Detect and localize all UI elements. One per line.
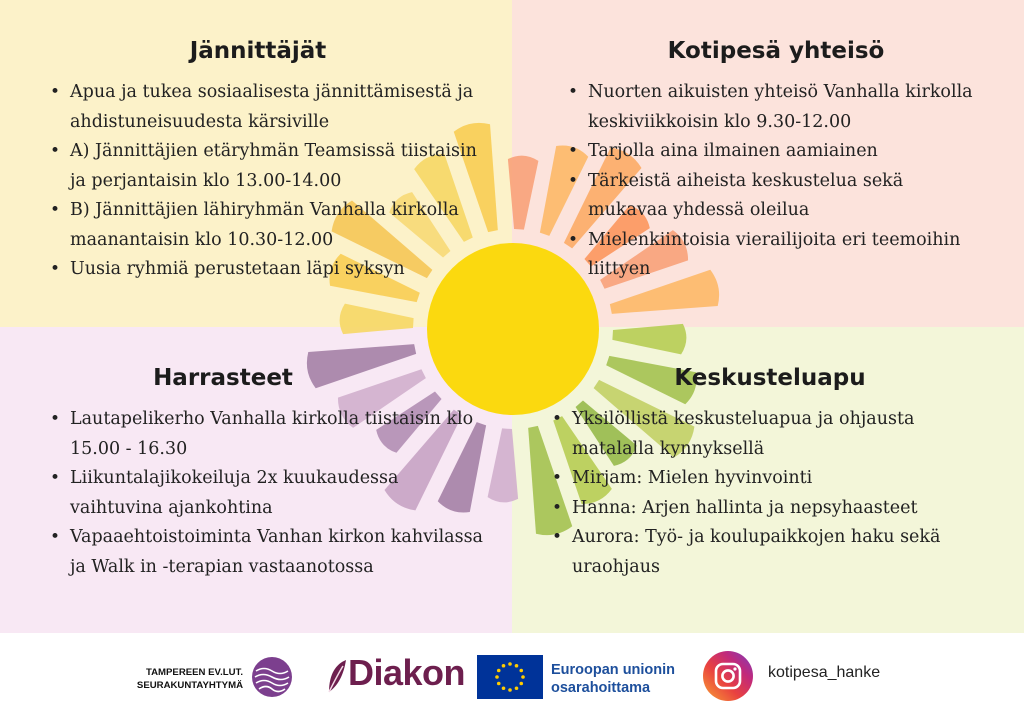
- section-harrasteet: [48, 365, 488, 582]
- sun-ray: [508, 156, 539, 230]
- eu-star: [521, 675, 525, 679]
- eu-star: [508, 662, 512, 666]
- list-item: • Liikuntalajikokeiluja 2x kuukaudessa vaihtuvina ajankohtina: [70, 464, 488, 523]
- bullet-list: [48, 405, 488, 582]
- bullet-list: [566, 78, 986, 285]
- eu-flag-icon: [477, 655, 543, 699]
- eu-star: [519, 682, 523, 686]
- seurakuntayhtyma-line2: SEURAKUNTAYHTYMÄ: [136, 680, 243, 691]
- diakon-leaf-icon: [326, 656, 348, 696]
- list-item: • Uusia ryhmiä perustetaan läpi syksyn: [70, 255, 488, 285]
- bullet-list: [550, 405, 990, 582]
- list-item: • Tärkeistä aiheista keskustelua sekä mukavaa yhdessä oleilua: [588, 167, 986, 226]
- bullet-list: [48, 78, 488, 285]
- section-title: Jännittäjät: [189, 38, 327, 64]
- list-item: • Lautapelikerho Vanhalla kirkolla tiistaisin klo 15.00 - 16.30: [70, 405, 488, 464]
- section-kotipesa-yhteiso: [566, 38, 986, 285]
- eu-line2: osarahoittama: [551, 680, 651, 696]
- eu-star: [502, 664, 506, 668]
- section-title: Harrasteet: [153, 365, 293, 391]
- section-keskusteluapu: [550, 365, 990, 582]
- eu-cofunded-logo: [477, 653, 687, 701]
- eu-star: [515, 686, 519, 690]
- diakon-logo: [326, 652, 466, 698]
- seurakuntayhtyma-line1: TAMPEREEN EV.LUT.: [145, 667, 243, 678]
- section-jannittajat: [48, 38, 488, 285]
- seurakuntayhtyma-logo-icon: [251, 656, 293, 698]
- sun-ray: [612, 324, 686, 355]
- eu-star: [515, 664, 519, 668]
- list-item: • Hanna: Arjen hallinta ja nepsyhaasteet: [572, 494, 990, 524]
- instagram-handle[interactable]: kotipesa_hanke: [768, 664, 881, 681]
- list-item: • B) Jännittäjien lähiryhmän Vanhalla kirkolla maanantaisin klo 10.30-12.00: [70, 196, 488, 255]
- eu-star: [508, 688, 512, 692]
- eu-cofunded-text: [551, 661, 675, 697]
- eu-star: [497, 682, 501, 686]
- list-item: • Mielenkiintoisia vierailijoita eri teemoihin liittyen: [588, 226, 986, 285]
- list-item: • Tarjolla aina ilmainen aamiainen: [588, 137, 986, 167]
- list-item: • Yksilöllistä keskusteluapua ja ohjausta matalalla kynnyksellä: [572, 405, 990, 464]
- list-item: • Nuorten aikuisten yhteisö Vanhalla kirkolla keskiviikkoisin klo 9.30-12.00: [588, 78, 986, 137]
- list-item: • Vapaaehtoistoiminta Vanhan kirkon kahvilassa ja Walk in -terapian vastaanotossa: [70, 523, 488, 582]
- list-item: • Aurora: Työ- ja koulupaikkojen haku sekä uraohjaus: [572, 523, 990, 582]
- list-item: • A) Jännittäjien etäryhmän Teamsissä tiistaisin ja perjantaisin klo 13.00-14.00: [70, 137, 488, 196]
- section-title: Kotipesä yhteisö: [667, 38, 885, 64]
- seurakuntayhtyma-name: [111, 666, 243, 692]
- eu-star: [502, 686, 506, 690]
- eu-line1: Euroopan unionin: [551, 662, 676, 678]
- eu-star: [495, 675, 499, 679]
- list-item: • Mirjam: Mielen hyvinvointi: [572, 464, 990, 494]
- diakon-wordmark: Diakon: [348, 652, 466, 693]
- section-title: Keskusteluapu: [674, 365, 866, 391]
- list-item: • Apua ja tukea sosiaalisesta jännittämisestä ja ahdistuneisuudesta kärsiville: [70, 78, 488, 137]
- sun-ray: [340, 304, 414, 335]
- eu-star: [519, 669, 523, 673]
- instagram-icon[interactable]: [703, 651, 753, 701]
- sun-ray: [488, 428, 519, 502]
- eu-star: [497, 669, 501, 673]
